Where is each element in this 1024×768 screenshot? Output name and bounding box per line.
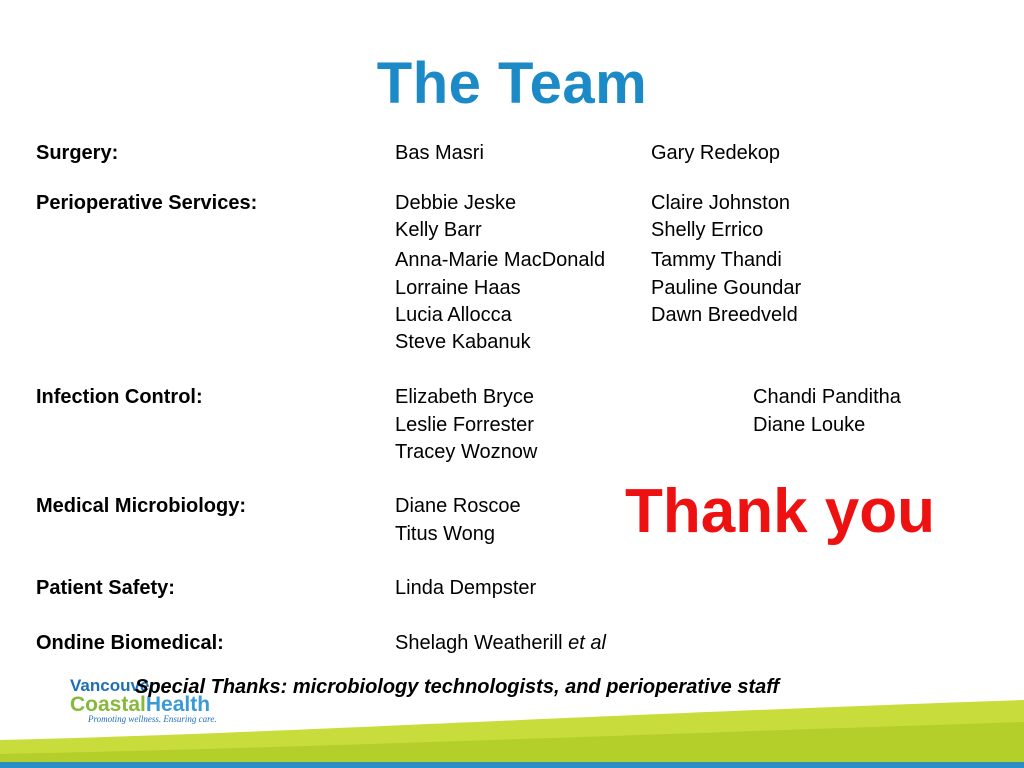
periop-name: Steve Kabanuk	[395, 331, 531, 353]
ondine-name: Shelagh Weatherill	[395, 632, 563, 654]
section-label-medical-microbiology: Medical Microbiology:	[36, 495, 247, 517]
microbiology-name: Titus Wong	[395, 523, 496, 545]
infection-name: Chandi Panditha	[753, 386, 901, 408]
periop-name: Kelly Barr	[395, 219, 482, 241]
periop-name: Dawn Breedveld	[651, 304, 798, 326]
section-label-surgery: Surgery:	[36, 142, 119, 164]
slide-title: The Team	[376, 51, 648, 116]
special-thanks-text: Special Thanks: microbiology technologists, and perioperative staff	[135, 676, 780, 698]
infection-name: Elizabeth Bryce	[395, 386, 534, 408]
logo-health: Health	[145, 693, 211, 716]
periop-name: Lorraine Haas	[395, 277, 521, 299]
section-label-perioperative: Perioperative Services:	[36, 192, 258, 214]
periop-name: Tammy Thandi	[651, 249, 782, 271]
section-label-ondine-biomedical: Ondine Biomedical:	[36, 632, 224, 654]
periop-name: Claire Johnston	[651, 192, 790, 214]
logo-tagline: Promoting wellness. Ensuring care.	[88, 714, 217, 724]
patient-safety-name: Linda Dempster	[395, 577, 537, 599]
logo-line-1: Vancouver	[70, 676, 156, 695]
thank-you-text: Thank you	[625, 477, 936, 546]
surgery-name-1: Bas Masri	[395, 142, 484, 164]
ondine-name-line	[395, 631, 606, 655]
section-label-infection-control: Infection Control:	[36, 386, 203, 408]
infection-name: Tracey Woznow	[395, 441, 538, 463]
infection-name: Diane Louke	[753, 414, 866, 436]
periop-name: Shelly Errico	[651, 219, 764, 241]
microbiology-name: Diane Roscoe	[395, 495, 521, 517]
section-label-patient-safety: Patient Safety:	[36, 577, 175, 599]
periop-name: Debbie Jeske	[395, 192, 517, 214]
periop-name: Lucia Allocca	[395, 304, 512, 326]
infection-name: Leslie Forrester	[395, 414, 534, 436]
periop-name: Anna-Marie MacDonald	[395, 249, 606, 271]
periop-name: Pauline Goundar	[651, 277, 802, 299]
logo-coastal: Coastal	[70, 693, 146, 716]
surgery-name-2: Gary Redekop	[651, 142, 780, 164]
ondine-suffix: et al	[568, 632, 606, 654]
